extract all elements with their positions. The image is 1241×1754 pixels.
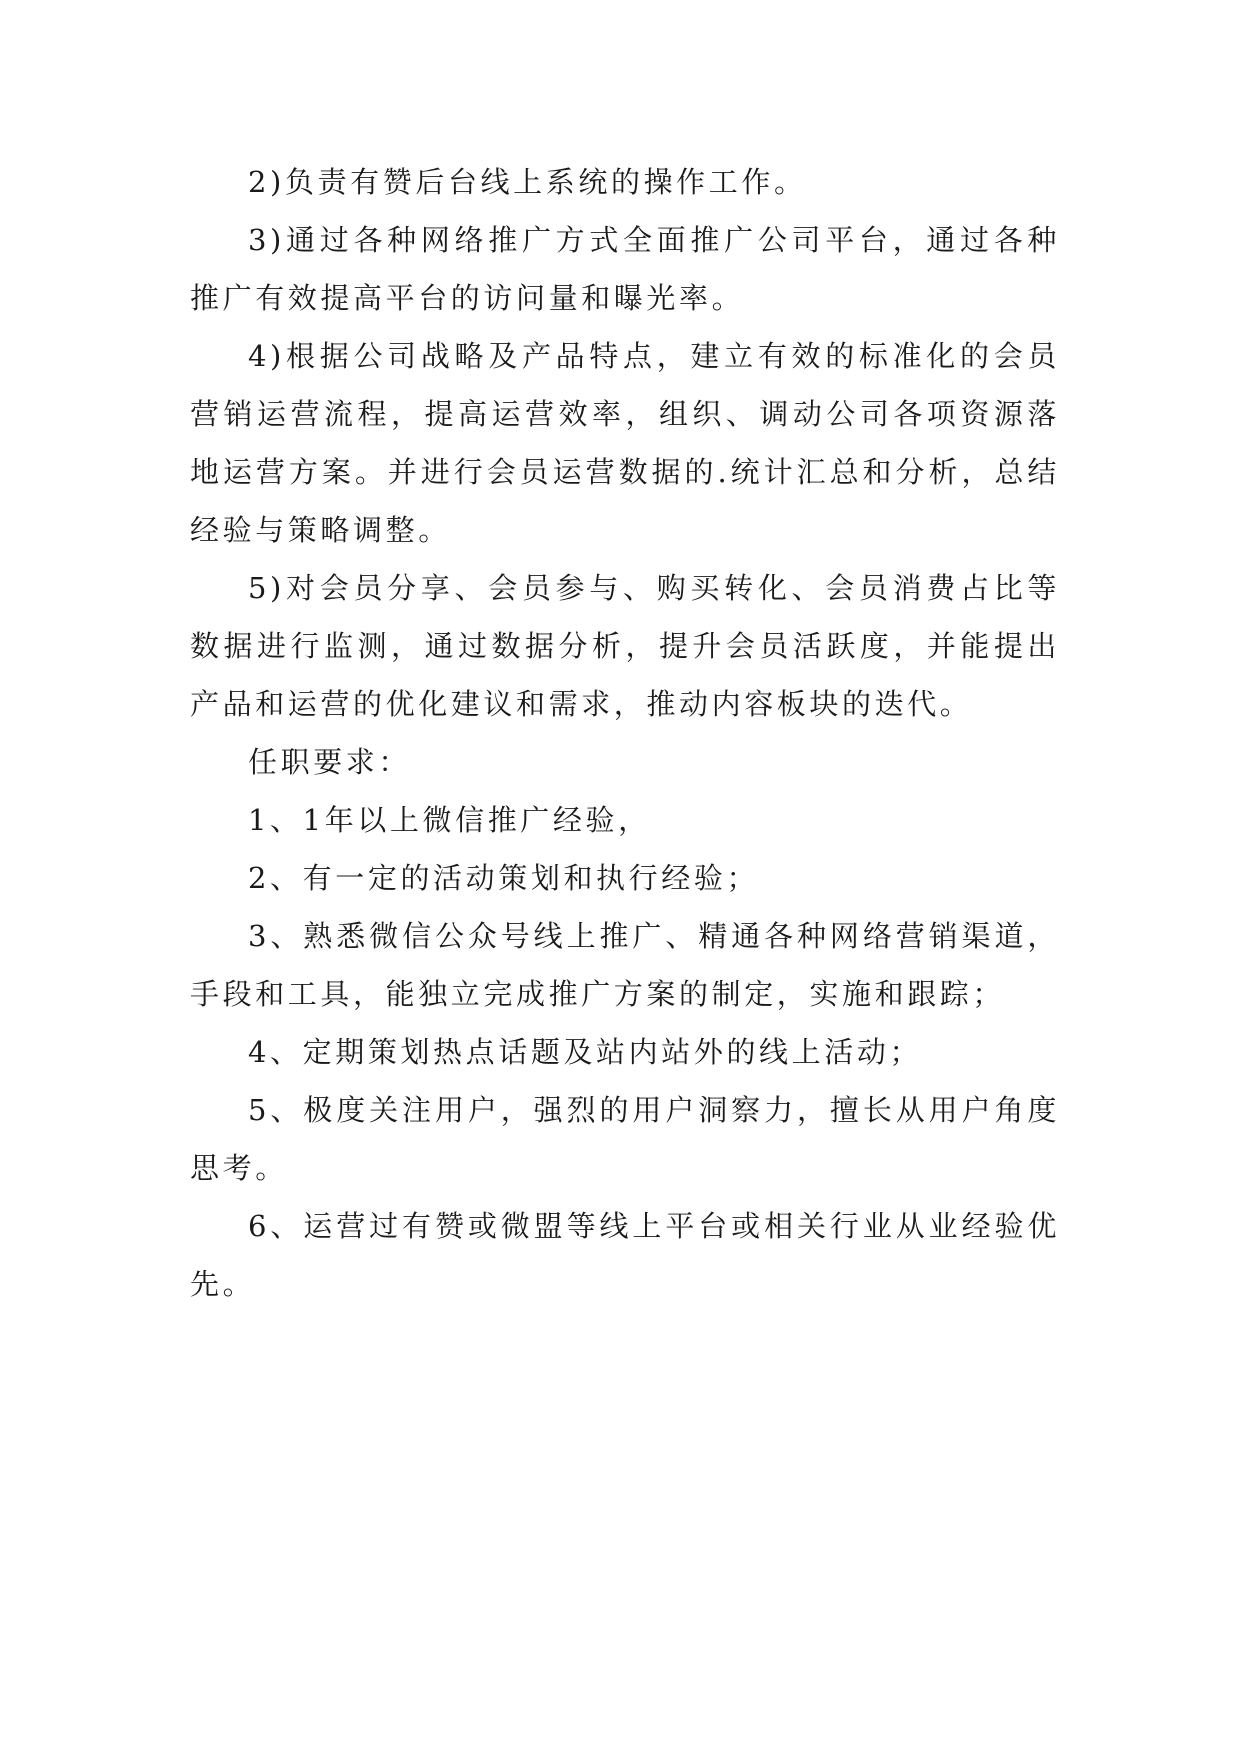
document-body bbox=[190, 153, 1060, 1313]
paragraph-requirement-6: 6、运营过有赞或微盟等线上平台或相关行业从业经验优先。 bbox=[190, 1209, 1060, 1301]
paragraph-duty-4: 4)根据公司战略及产品特点，建立有效的标准化的会员营销运营流程，提高运营效率，组织、调动公司各项资源落地运营方案。并进行会员运营数据的.统计汇总和分析，总结经验与策略调整。 bbox=[190, 339, 1060, 547]
section-heading-requirements: 任职要求： bbox=[248, 745, 412, 779]
paragraph-requirement-2: 2、有一定的活动策划和执行经验； bbox=[248, 861, 760, 895]
paragraph-requirement-3: 3、熟悉微信公众号线上推广、精通各种网络营销渠道，手段和工具，能独立完成推广方案的制定，实施和跟踪； bbox=[190, 919, 1060, 1011]
paragraph-requirement-1: 1、1年以上微信推广经验， bbox=[248, 803, 651, 837]
paragraph-requirement-4: 4、定期策划热点话题及站内站外的线上活动； bbox=[248, 1035, 923, 1069]
paragraph-duty-3: 3)通过各种网络推广方式全面推广公司平台，通过各种推广有效提高平台的访问量和曝光率。 bbox=[190, 223, 1060, 315]
paragraph-requirement-5: 5、极度关注用户，强烈的用户洞察力，擅长从用户角度思考。 bbox=[190, 1093, 1060, 1185]
paragraph-duty-5: 5)对会员分享、会员参与、购买转化、会员消费占比等数据进行监测，通过数据分析，提升会员活跃度，并能提出产品和运营的优化建议和需求，推动内容板块的迭代。 bbox=[190, 571, 1060, 721]
paragraph-duty-2: 2)负责有赞后台线上系统的操作工作。 bbox=[248, 165, 807, 199]
